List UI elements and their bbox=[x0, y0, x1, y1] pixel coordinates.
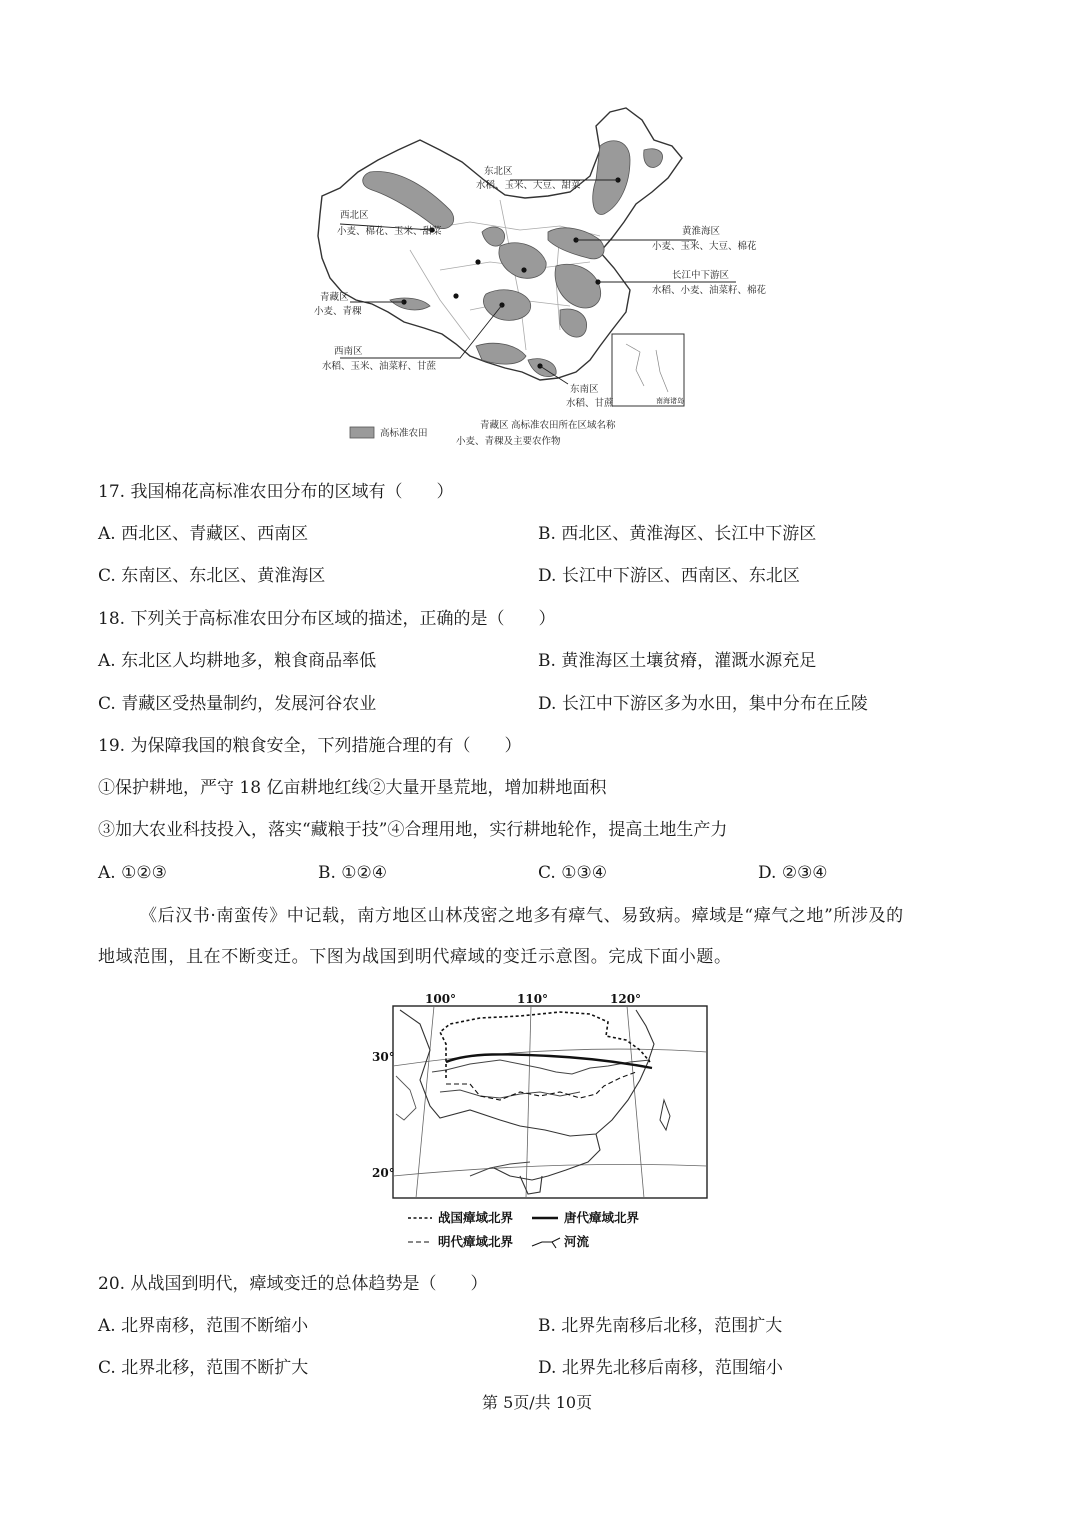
region-label-northeast: 东北区 bbox=[484, 166, 513, 177]
q20-option-a: A. 北界南移，范围不断缩小 bbox=[98, 1316, 309, 1336]
page-footer: 第 5页/共 10页 bbox=[482, 1393, 593, 1412]
region-crops-northeast: 水稻、玉米、大豆、甜菜 bbox=[476, 180, 581, 191]
legend-example-region-desc: 高标准农田所在区域名称 bbox=[511, 420, 616, 431]
region-crops-southeast: 水稻、甘蔗 bbox=[566, 398, 614, 409]
lon-label-110: 110° bbox=[517, 992, 549, 1006]
legend-ming: 明代瘴域北界 bbox=[438, 1234, 514, 1249]
q19-option-d: D. ②③④ bbox=[758, 863, 828, 883]
legend-example-crops: 小麦、青稞及主要农作物 bbox=[456, 436, 561, 447]
legend-warring-states: 战国瘴域北界 bbox=[438, 1210, 514, 1225]
region-label-qingzang: 青藏区 bbox=[320, 292, 349, 303]
region-label-southwest: 西南区 bbox=[334, 346, 363, 357]
region-label-northwest: 西北区 bbox=[340, 210, 369, 221]
region-crops-huanghuaihai: 小麦、玉米、大豆、棉花 bbox=[652, 241, 757, 252]
lon-label-100: 100° bbox=[425, 992, 457, 1006]
q20-option-b: B. 北界先南移后北移，范围扩大 bbox=[538, 1316, 783, 1336]
q18-option-b: B. 黄淮海区土壤贫瘠，灌溉水源充足 bbox=[538, 651, 817, 671]
q18-option-d: D. 长江中下游区多为水田，集中分布在丘陵 bbox=[538, 694, 868, 714]
q20-stem: 20. 从战国到明代，瘴域变迁的总体趋势是（ ） bbox=[98, 1274, 488, 1294]
passage-line-1: 《后汉书·南蛮传》中记载，南方地区山林茂密之地多有瘴气、易致病。瘴域是“瘴气之地”所涉及的 bbox=[140, 906, 904, 926]
inset-label: 南海诸岛 bbox=[656, 397, 684, 405]
lat-label-30: 30° bbox=[372, 1050, 395, 1064]
lon-label-120: 120° bbox=[610, 992, 642, 1006]
legend-example-region: 青藏区 bbox=[480, 420, 509, 431]
miasma-map-graphic bbox=[0, 980, 1080, 1260]
q19-option-a: A. ①②③ bbox=[98, 863, 167, 883]
q17-option-c: C. 东南区、东北区、黄淮海区 bbox=[98, 566, 326, 586]
q17-option-a: A. 西北区、青藏区、西南区 bbox=[98, 524, 309, 544]
region-label-southeast: 东南区 bbox=[570, 384, 599, 395]
q18-option-c: C. 青藏区受热量制约，发展河谷农业 bbox=[98, 694, 377, 714]
q17-option-b: B. 西北区、黄淮海区、长江中下游区 bbox=[538, 524, 817, 544]
lat-label-20: 20° bbox=[372, 1166, 395, 1180]
passage-line-2: 地域范围，且在不断变迁。下图为战国到明代瘴域的变迁示意图。完成下面小题。 bbox=[98, 947, 732, 967]
q19-option-c: C. ①③④ bbox=[538, 863, 607, 883]
q17-option-d: D. 长江中下游区、西南区、东北区 bbox=[538, 566, 800, 586]
q19-statement-line-1: ①保护耕地，严守 18 亿亩耕地红线②大量开垦荒地，增加耕地面积 bbox=[98, 778, 607, 798]
region-crops-southwest: 水稻、玉米、油菜籽、甘蔗 bbox=[322, 361, 437, 372]
q18-option-a: A. 东北区人均耕地多，粮食商品率低 bbox=[98, 651, 377, 671]
legend-river: 河流 bbox=[564, 1234, 590, 1249]
legend-tang: 唐代瘴域北界 bbox=[564, 1210, 640, 1225]
region-crops-northwest: 小麦、棉花、玉米、甜菜 bbox=[337, 226, 442, 237]
q19-option-b: B. ①②④ bbox=[318, 863, 388, 883]
q18-stem: 18. 下列关于高标准农田分布区域的描述，正确的是（ ） bbox=[98, 609, 556, 629]
q17-stem: 17. 我国棉花高标准农田分布的区域有（ ） bbox=[98, 482, 454, 502]
q20-option-d: D. 北界先北移后南移，范围缩小 bbox=[538, 1358, 783, 1378]
region-label-huanghuaihai: 黄淮海区 bbox=[682, 226, 721, 237]
q19-stem: 19. 为保障我国的粮食安全，下列措施合理的有（ ） bbox=[98, 736, 522, 756]
region-crops-yangtze: 水稻、小麦、油菜籽、棉花 bbox=[652, 285, 767, 296]
region-crops-qingzang: 小麦、青稞 bbox=[314, 306, 362, 317]
legend-swatch-label: 高标准农田 bbox=[380, 428, 428, 439]
farmland-map-graphic bbox=[0, 0, 1080, 470]
q19-statement-line-2: ③加大农业科技投入，落实“藏粮于技”④合理用地，实行耕地轮作，提高土地生产力 bbox=[98, 820, 728, 840]
region-label-yangtze: 长江中下游区 bbox=[672, 270, 730, 281]
q20-option-c: C. 北界北移，范围不断扩大 bbox=[98, 1358, 309, 1378]
